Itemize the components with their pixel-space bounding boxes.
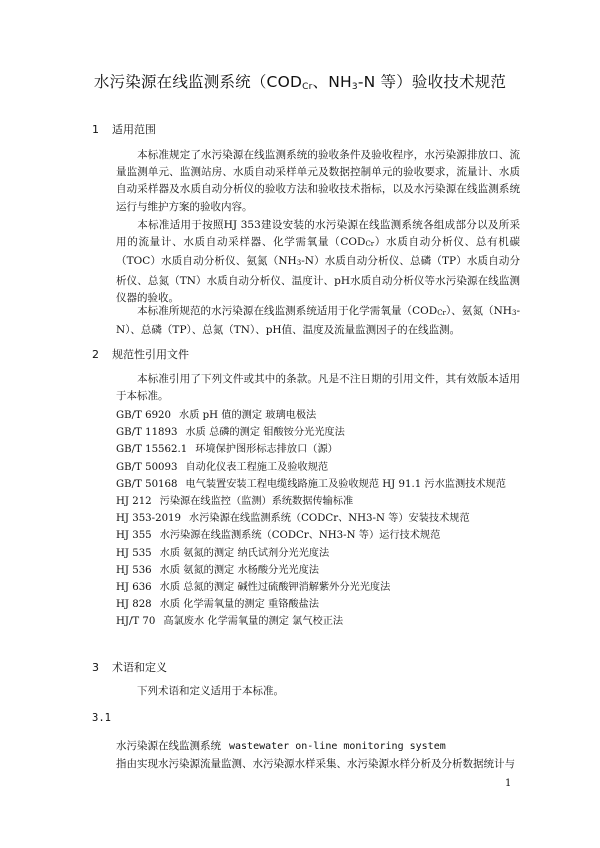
section-heading-2: 2 规范性引用文件 <box>92 348 189 361</box>
paragraph-terms-intro: 下列术语和定义适用于本标准。 <box>137 685 284 697</box>
reference-item: HJ 828 水质 化学需氧量的测定 重铬酸盐法 <box>116 599 319 611</box>
reference-item: HJ 535 水质 氨氮的测定 纳氏试剂分光光度法 <box>116 547 330 559</box>
reference-item: GB/T 15562.1 环境保护图形标志排放口（源） <box>116 444 338 456</box>
reference-item: GB/T 50168 电气装置安装工程电缆线路施工及验收规范 HJ 91.1 污水监测技术规范 <box>116 478 506 490</box>
reference-item: HJ/T 70 高氯废水 化学需氧量的测定 氯气校正法 <box>116 616 344 628</box>
term-entry <box>116 738 446 753</box>
term-english: wastewater on-line monitoring system <box>229 741 446 752</box>
reference-item: GB/T 6920 水质 pH 值的测定 玻璃电极法 <box>116 410 317 421</box>
reference-item: GB/T 11893 水质 总磷的测定 钼酸铵分光光度法 <box>116 427 345 439</box>
reference-item: GB/T 50093 自动化仪表工程施工及验收规范 <box>116 461 329 473</box>
term-number: 3.1 <box>92 712 111 724</box>
page-number: 1 <box>505 778 512 789</box>
paragraph-references-intro: 本标准引用了下列文件或其中的条款。凡是不注日期的引用文件，其有效版本适用于本标准。 <box>116 373 520 403</box>
reference-item: HJ 353-2019 水污染源在线监测系统（CODCr、NH3-N 等）安装技术规范 <box>116 513 470 525</box>
section-heading-3: 3 术语和定义 <box>92 661 167 674</box>
paragraph-scope-3: 本标准所规范的水污染源在线监测系统适用于化学需氧量$(COD_{Cr})$、氨氮$(NH_3-N)$、总磷（TP）、总氮（TN）、pH值、温度及流量监测因子的在线监测。 <box>116 305 520 337</box>
page-title: 水污染源在线监测系统（$COD_{Cr}$、$NH_3-N$ 等）验收技术规范 <box>93 73 507 92</box>
paragraph-scope-2: 本标准适用于按照HJ 353建设安装的水污染源在线监测系统各组成部分以及所采用的流量计、水质自动采样器、化学需氧量$(COD_{Cr})$水质自动分析仪、总有机碳（TOC）水质自动分析仪、氨氮$(NH_3-N)$水质自动分析仪、总磷（TP）水质自动分析仪、总氮（TN）水质自动分析仪、温度计、pH水质自动分析仪等水污染源在线监测仪器的验收。 <box>116 219 521 304</box>
term-chinese: 水污染源在线监测系统 <box>116 740 221 752</box>
reference-item: HJ 212 污染源在线监控（监测）系统数据传输标准 <box>116 495 354 507</box>
reference-item: HJ 636 水质 总氮的测定 碱性过硫酸钾消解紫外分光光度法 <box>116 581 391 593</box>
term-definition: 指由实现水污染源流量监测、水污染源水样采集、水污染源水样分析及分析数据统计与 <box>116 758 515 770</box>
reference-item: HJ 355 水污染源在线监测系统（CODCr、NH3-N 等）运行技术规范 <box>116 530 441 542</box>
paragraph-scope-1: 本标准规定了水污染源在线监测系统的验收条件及验收程序，水污染源排放口、流量监测单元、监测站房、水质自动采样单元及数据控制单元的验收要求，流量计、水质自动采样器及水质自动分析仪的验收方法和验收技术指标，以及水污染源在线监测系统运行与维护方案的验收内容。 <box>116 149 520 213</box>
section-heading-1: 1 适用范围 <box>92 123 156 136</box>
reference-item: HJ 536 水质 氨氮的测定 水杨酸分光光度法 <box>116 564 319 576</box>
reference-list <box>116 407 536 630</box>
